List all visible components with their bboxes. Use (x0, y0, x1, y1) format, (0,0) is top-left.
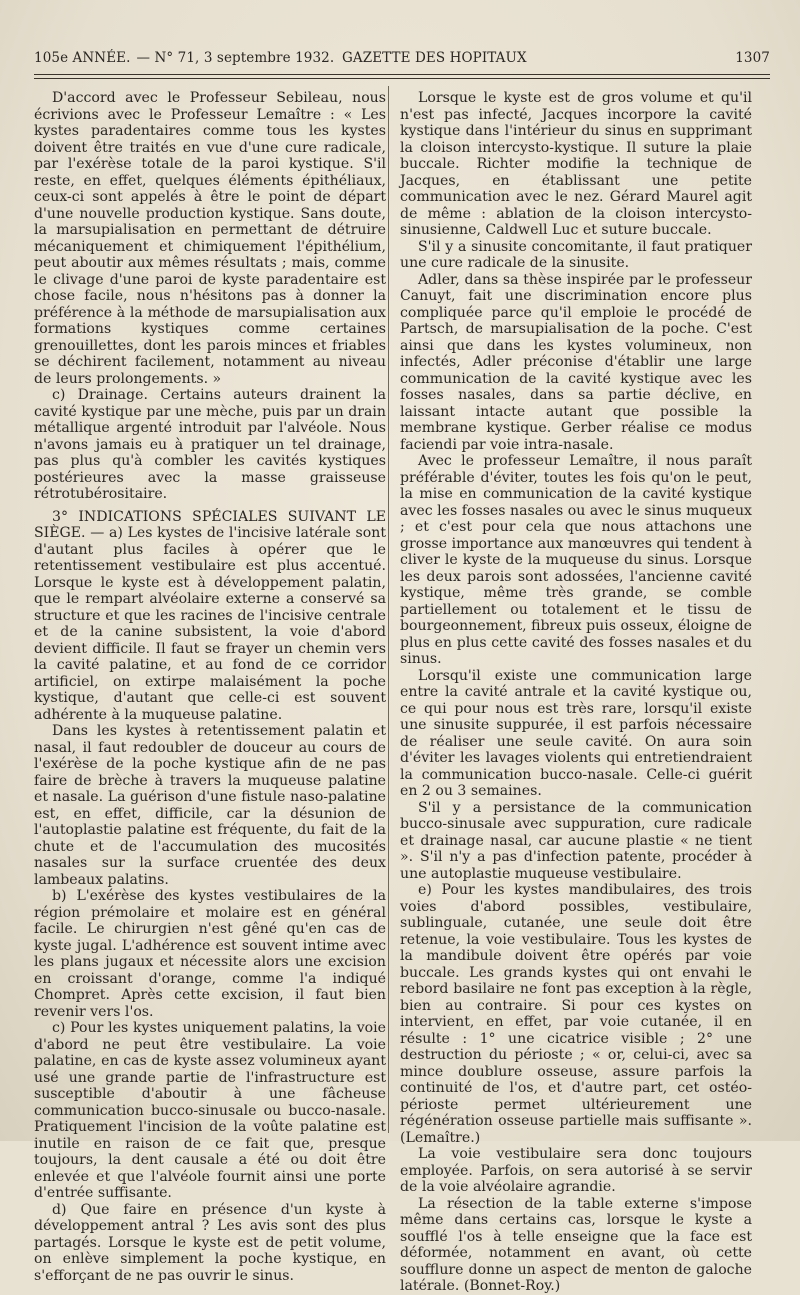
column-divider (388, 86, 389, 1133)
paragraph: La résection de la table externe s'impose même dans certains cas, lorsque le kyste a soufflé l'os à telle enseigne que la face est déformée, notamment en avant, où cette soufflure donne un aspect de menton de galoche latérale. (Bonnet-Roy.) (400, 1195, 752, 1294)
paragraph: Avec le professeur Lemaître, il nous paraît préférable d'éviter, toutes les fois qu'on le peut, la mise en communication de la cavité kystique avec les fosses nasales ou avec le sinus muqueux ; et c'est pour cela que nous attachons une grosse importance aux manœuvres qui tendent à cliver le kyste de la muqueuse du sinus. Lorsque les deux parois sont adossées, l'ancienne cavité kystique, même très grande, se comble partiellement ou totalement et le tissu de bourgeonnement, fibreux puis osseux, éloigne de plus en plus cette cavité des fosses nasales et du sinus. (400, 453, 752, 667)
paragraph: D'accord avec le Professeur Sebileau, nous écrivions avec le Professeur Lemaître : « Les kystes paradentaires comme tous les kystes doivent être traités en vue d'une cure radicale, par l'exérèse totale de la paroi kystique. S'il reste, en effet, quelques éléments épithéliaux, ceux-ci sont appelés à être le point de départ d'une nouvelle production kystique. Sans doute, la marsupialisation en permettant de détruire mécaniquement et chimiquement l'épithélium, peut aboutir aux mêmes résultats ; mais, comme le clivage d'une paroi de kyste paradentaire est chose facile, nous n'hésitons pas à donner la préférence à la méthode de marsupialisation aux formations kystiques comme certaines grenouillettes, dont les parois minces et friables se déchirent facilement, notamment au niveau de leurs prolongements. » (34, 90, 386, 387)
page-number: 1307 (735, 50, 770, 66)
issue-label: — N° 71, 3 septembre 1932. (136, 50, 335, 66)
running-header (34, 50, 770, 72)
paragraph: Adler, dans sa thèse inspirée par le professeur Canuyt, fait une discrimination encore plus compliquée parce qu'il emploie le procédé de Partsch, de marsupialisation de la poche. C'est ainsi que dans les kystes volumineux, non infectés, Adler préconise d'établir une large communication de la cavité kystique avec les fosses nasales, dans sa partie déclive, en laissant intacte autant que possible la membrane kystique. Gerber réalise ce modus faciendi par voie intra-nasale. (400, 271, 752, 453)
left-column (34, 90, 386, 1284)
paragraph: b) L'exérèse des kystes vestibulaires de la région prémolaire et molaire est en général facile. Le chirurgien n'est gêné qu'en cas de kyste jugal. L'adhérence est souvent intime avec les plans jugaux et nécessite alors une excision en croissant d'orange, comme l'a indiqué Chompret. Après cette excision, il faut bien revenir vers l'os. (34, 888, 386, 1020)
paragraph: Lorsqu'il existe une communication large entre la cavité antrale et la cavité kystique ou, ce qui pour nous est très rare, lorsqu'il existe une sinusite suppurée, il est parfois nécessaire de réaliser une seule cavité. On aura soin d'éviter les lavages violents qui entretiendraient la communication bucco-nasale. Celle-ci guérit en 2 ou 3 semaines. (400, 667, 752, 799)
paragraph: c) Drainage. Certains auteurs drainent la cavité kystique par une mèche, puis par un drain métallique argenté introduit par l'alvéole. Nous n'avons jamais eu à pratiquer un tel drainage, pas plus qu'à combler les cavités kystiques postérieures avec la masse graisseuse rétrotubérositaire. (34, 387, 386, 502)
paragraph: S'il y a sinusite concomitante, il faut pratiquer une cure radicale de la sinusite. (400, 238, 752, 271)
paragraph: d) Que faire en présence d'un kyste à développement antral ? Les avis sont des plus partagés. Lorsque le kyste est de petit volume, on enlève simplement la poche kystique, en s'efforçant de ne pas ouvrir le sinus. (34, 1201, 386, 1284)
paragraph: S'il y a persistance de la communication bucco-sinusale avec suppuration, cure radicale et drainage nasal, car aucune plastie « ne tient ». S'il n'y a pas d'infection patente, procéder à une autoplastie muqueuse vestibulaire. (400, 799, 752, 882)
right-column (400, 90, 752, 1295)
journal-title: GAZETTE DES HOPITAUX (342, 50, 527, 66)
paragraph: 3° INDICATIONS SPÉCIALES SUIVANT LE SIÈGE. — a) Les kystes de l'incisive latérale sont d'autant plus faciles à opérer que le retentissement vestibulaire est plus accentué. Lorsque le kyste est à développement palatin, que le rempart alvéolaire externe a conservé sa structure et que les racines de l'incisive centrale et de la canine subsistent, la voie d'abord devient difficile. Il faut se frayer un chemin vers la cavité palatine, et au fond de ce corridor artificiel, on extirpe malaisément la poche kystique, d'autant que celle-ci est souvent adhérente à la muqueuse palatine. (34, 508, 386, 723)
paragraph: Lorsque le kyste est de gros volume et qu'il n'est pas infecté, Jacques incorpore la cavité kystique dans l'intérieur du sinus en supprimant la cloison intercysto-kystique. Il suture la plaie buccale. Richter modifie la technique de Jacques, en établissant une petite communication avec le nez. Gérard Maurel agit de même : ablation de la cloison intercysto-sinusienne, Caldwell Luc et suture buccale. (400, 90, 752, 238)
year-label: 105e ANNÉE. (34, 50, 131, 66)
paragraph: Dans les kystes à retentissement palatin et nasal, il faut redoubler de douceur au cours de l'exérèse de la poche kystique afin de ne pas faire de brèche à travers la muqueuse palatine et nasale. La guérison d'une fistule naso-palatine est, en effet, difficile, car la désunion de l'autoplastie palatine est fréquente, du fait de la chute et de l'accumulation des mucosités nasales sur la surface cruentée des deux lambeaux palatins. (34, 723, 386, 888)
paragraph: La voie vestibulaire sera donc toujours employée. Parfois, on sera autorisé à se servir de la voie alvéolaire agrandie. (400, 1146, 752, 1195)
paragraph: e) Pour les kystes mandibulaires, des trois voies d'abord possibles, vestibulaire, sublinguale, cutanée, une seule doit être retenue, la voie vestibulaire. Tous les kystes de la mandibule doivent être opérés par voie buccale. Les grands kystes qui ont envahi le rebord basilaire ne font pas exception à la règle, bien au contraire. Si pour ces kystes on intervient, en effet, par voie cutanée, il en résulte : 1° une cicatrice visible ; 2° une destruction du périoste ; « or, celui-ci, avec sa mince doublure osseuse, assure parfois la continuité de l'os, et d'autre part, cet ostéo-périoste permet ultérieurement une régénération osseuse partielle mais suffisante ». (Lemaître.) (400, 882, 752, 1146)
paragraph: c) Pour les kystes uniquement palatins, la voie d'abord ne peut être vestibulaire. La voie palatine, en cas de kyste assez volumineux ayant usé une grande partie de l'infrastructure est susceptible d'aboutir à une fâcheuse communication bucco-sinusale ou bucco-nasale. Pratiquement l'incision de la voûte palatine est inutile en raison de ce fait que, presque toujours, la dent causale a été ou doit être enlevée et que l'alvéole fournit ainsi une porte d'entrée suffisante. (34, 1020, 386, 1201)
issue-info (34, 50, 340, 66)
header-rule (34, 74, 770, 75)
header-rule-thin (34, 78, 770, 79)
